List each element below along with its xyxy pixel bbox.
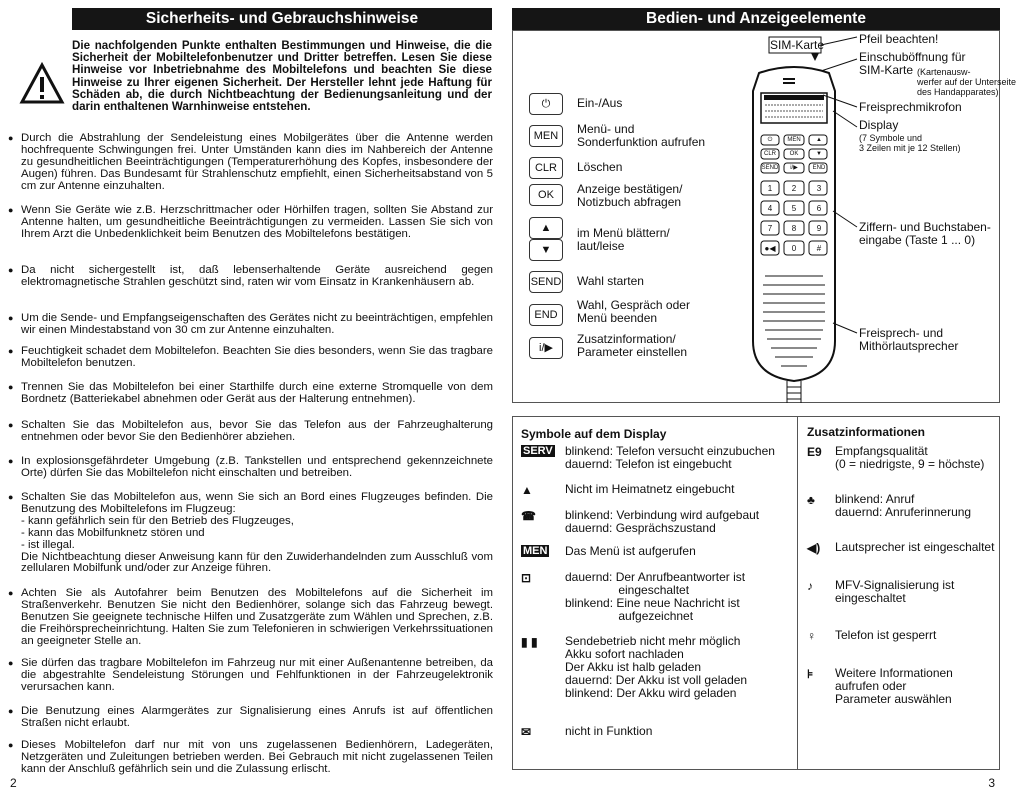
callout-sim-slot-note: (Kartenausw- werfer auf der Unterseite des Handapparates) <box>917 67 1016 97</box>
bullet-item: ● Schalten Sie das Mobiltelefon aus, wenn Sie sich an Bord eines Flugzeuges befinden. Die Benutzung des Mobiltelefons im Flugzeug: - kann gefährlich sein für den Betrieb des Flugzeuges, - kann das Mobilfunknetz stören und - ist illegal. Die Nichtbeachtung dieser Anweisung kann für den Zuwiderhandelnden zum Ausschluß vom zellularen Mobilfunk und/oder zur Anzeige führen. <box>8 492 493 575</box>
bullet-item: ● Durch die Abstrahlung der Sendeleistung eines Mobilgerätes über die Antenne werden hochfrequente Schwingungen frei. Unter Umständen kann dies im Nahbereich der Antenne zu gesundheitlichen Beeinträchtigungen (Temperaturerhöhung des Kopfes, insbesondere der Augen) führen. Das Bundesamt für Strahlenschutz empfiehlt, einen Sicherheitsabstand von 5 cm zur Antenne einzuhalten. <box>8 133 493 193</box>
extra-1-icon: ♣ <box>807 493 815 507</box>
phone-digit-key: 1 <box>767 184 773 193</box>
key-8-icon: i/▶ <box>529 337 563 359</box>
right-page <box>510 0 1016 798</box>
warning-icon <box>20 62 64 106</box>
phone-fn-key: ▼ <box>816 151 822 157</box>
symbol-0-icon: SERV <box>523 445 553 457</box>
symbols-panel <box>512 416 1000 770</box>
symbols-title: Symbole auf dem Display <box>521 427 667 441</box>
phone-fn-key: END <box>812 165 826 171</box>
symbol-description: nicht in Funktion <box>565 724 653 738</box>
key-6-icon: SEND <box>529 271 563 293</box>
key-3-icon: OK <box>529 184 563 206</box>
extra-description: MFV-Signalisierung ist eingeschaltet <box>835 578 955 605</box>
sim-card-label: SIM-Karte <box>770 38 825 52</box>
phone-digit-key: # <box>816 244 822 253</box>
phone-fn-key: ▲ <box>816 137 822 143</box>
key-description: im Menü blättern/ laut/leise <box>577 226 670 253</box>
callout-arrow: Pfeil beachten! <box>859 32 939 46</box>
key-description: Menü- und Sonderfunktion aufrufen <box>577 122 706 149</box>
key-4-icon: ▲ <box>529 217 563 239</box>
phone-digit-key: 5 <box>791 204 797 213</box>
extra-0-icon: E9 <box>807 445 822 459</box>
bullet-item: ● Die Benutzung eines Alarmgerätes zur Signalisierung eines Anrufs ist auf öffentlichen Straßen nicht erlaubt. <box>8 706 493 730</box>
phone-digit-key: 3 <box>816 184 822 193</box>
extra-description: Empfangsqualität (0 = niedrigste, 9 = höchste) <box>835 444 985 471</box>
extra-5-icon: ⊧ <box>807 667 814 681</box>
bullet-item: ● Achten Sie als Autofahrer beim Benutzen des Mobiltelefons auf die Sicherheit im Straßenverkehr. Benutzen Sie nicht den Bedienhörer, solange sich das Fahrzeug bewegt. Benutzen Sie geeignete technische Hilfen und Zusatzgeräte zum Wählen und Sprechen, z.B. die Freihörsprecheinrichtung. Halten Sie zum Telefonieren in schwierigen Verkehrssituationen an geeigneter Stelle an. <box>8 588 493 648</box>
phone-fn-key: i/▶ <box>790 165 798 171</box>
key-description: Wahl starten <box>577 274 644 288</box>
bullet-item: ● Da nicht sichergestellt ist, daß lebenserhaltende Geräte ausreichend gegen elektromagnetische Strahlen geschützt sind, raten wir vom Einsatz in Krankenhäusern ab. <box>8 265 493 289</box>
extra-2-icon: ◀) <box>807 541 821 555</box>
phone-fn-key: CLR <box>763 151 776 157</box>
bullet-item: ● Um die Sende- und Empfangseigenschaften des Gerätes nicht zu beeinträchtigen, empfehlen wir einen Mindestabstand von 30 cm zur Antenne einzuhalten. <box>8 313 493 337</box>
extra-title: Zusatzinformationen <box>807 425 926 439</box>
intro-text: Die nachfolgenden Punkte enthalten Bestimmungen und Hinweise, die die Sicherheit der Mobiltelefonbenutzer und Dritter betreffen. Lesen Sie diese Hinweise vor Inbetriebnahme des Mobiltelefons und beachten Sie diese Hinweise zu Ihrer eigenen Sicherheit. Der Hersteller lehnt jede Haftung für Schäden ab, die durch Nichtbeachtung der Bedienungsanleitung und der darin enthaltenen Warnhinweise entstehen. <box>72 39 492 114</box>
phone-digit-key: 0 <box>791 244 797 253</box>
phone-fn-key: SEND <box>761 165 779 171</box>
phone-digit-key: 8 <box>791 224 797 233</box>
phone-fn-key: OK <box>789 151 799 157</box>
key-2-icon: CLR <box>529 157 563 179</box>
callout-speaker: Freisprech- und Mithörlautsprecher <box>859 326 959 353</box>
extra-description: Telefon ist gesperrt <box>835 628 937 642</box>
symbol-description: blinkend: Telefon versucht einzubuchen dauernd: Telefon ist eingebucht <box>565 444 775 471</box>
left-page <box>0 0 500 798</box>
symbol-1-icon: ▲ <box>521 483 533 497</box>
phone-digit-key: 4 <box>767 204 773 213</box>
key-description: Anzeige bestätigen/ Notizbuch abfragen <box>577 182 683 209</box>
phone-digit-key: 2 <box>791 184 797 193</box>
extra-description: Weitere Informationen aufrufen oder Parameter auswählen <box>835 666 953 706</box>
callout-sim-slot: Einschuböffnung für SIM-Karte <box>859 50 966 77</box>
key-description: Ein-/Aus <box>577 96 623 110</box>
page-number-right: 3 <box>988 776 995 790</box>
key-1-icon: MEN <box>529 125 563 147</box>
bullet-item: ● Sie dürfen das tragbare Mobiltelefon im Fahrzeug nur mit einer Außenantenne betreiben, da die abgestrahlte Sendeleistung Störungen und Fehlfunktionen in der Fahrzeugelektronik verursachen kann. <box>8 658 493 694</box>
symbol-description: Nicht im Heimatnetz eingebucht <box>565 482 735 496</box>
bullet-item: ● Trennen Sie das Mobiltelefon bei einer Starthilfe durch eine externe Stromquelle von dem Bordnetz (Batteriekabel abnehmen oder Gerät aus der Halterung entnehmen). <box>8 382 493 406</box>
phone-digit-key: ●◀ <box>764 244 776 253</box>
callout-mic: Freisprechmikrofon <box>859 100 962 114</box>
callout-display: Display <box>859 118 899 132</box>
callout-digits: Ziffern- und Buchstaben- eingabe (Taste 1 ... 0) <box>859 220 991 247</box>
controls-panel <box>512 30 1016 403</box>
extra-4-icon: ♀ <box>807 629 816 643</box>
key-description: Zusatzinformation/ Parameter einstellen <box>577 332 688 359</box>
key-0-icon: ⏻ <box>529 93 563 115</box>
callout-display-note: (7 Symbole und 3 Zeilen mit je 12 Stellen) <box>859 133 961 153</box>
symbol-description: dauernd: Der Anrufbeantworter ist eingeschaltet blinkend: Eine neue Nachricht ist aufgezeichnet <box>565 570 746 623</box>
symbol-5-icon: ▮ ▮ <box>521 635 538 649</box>
symbol-3-icon: MEN <box>523 545 548 557</box>
symbol-4-icon: ⊡ <box>521 571 532 585</box>
symbol-description: blinkend: Verbindung wird aufgebaut dauernd: Gesprächszustand <box>565 508 760 535</box>
extra-description: Lautsprecher ist eingeschaltet <box>835 540 995 554</box>
page-number-left: 2 <box>10 776 17 790</box>
extra-description: blinkend: Anruf dauernd: Anruferinnerung <box>835 492 972 519</box>
bullet-item: ● Wenn Sie Geräte wie z.B. Herzschrittmacher oder Hörhilfen tragen, sollten Sie Abstand zur Antenne halten, um gesundheitliche Beeinträchtigungen zu vermeiden. Lassen Sie sich von Ihrem Arzt die Unbedenklichkeit beim Benutzen des Mobiltelefons bestätigen. <box>8 205 493 241</box>
extra-3-icon: ♪ <box>807 579 813 593</box>
key-7-icon: END <box>529 304 563 326</box>
symbol-description: Sendebetrieb nicht mehr möglich Akku sofort nachladen Der Akku ist halb geladen dauernd: Der Akku ist voll geladen blinkend: Der Akku wird geladen <box>565 634 748 700</box>
phone-digit-key: 6 <box>816 204 822 213</box>
panel-divider <box>797 417 798 770</box>
phone-fn-key: ⏻ <box>767 137 773 143</box>
right-header: Bedien- und Anzeigeelemente <box>512 8 1000 30</box>
key-5-icon: ▼ <box>529 239 563 261</box>
symbol-description: Das Menü ist aufgerufen <box>565 544 696 558</box>
key-description: Löschen <box>577 160 623 174</box>
bullet-item: ● Schalten Sie das Mobiltelefon aus, bevor Sie das Telefon aus der Fahrzeughalterung entnehmen oder bevor Sie den Bedienhörer abziehen. <box>8 420 493 444</box>
phone-digit-key: 9 <box>816 224 822 233</box>
symbol-2-icon: ☎ <box>521 509 536 523</box>
bullet-item: ● In explosionsgefährdeter Umgebung (z.B. Tankstellen und entsprechend gekennzeichnete Orte) dürfen Sie das Mobiltelefon nicht einschalten und betreiben. <box>8 456 493 480</box>
key-description: Wahl, Gespräch oder Menü beenden <box>577 298 690 325</box>
phone-digit-key: 7 <box>767 224 773 233</box>
symbol-6-icon: ✉ <box>521 725 532 739</box>
bullet-item: ● Feuchtigkeit schadet dem Mobiltelefon. Beachten Sie dies besonders, wenn Sie das tragbare Mobiltelefon benutzen. <box>8 346 493 370</box>
bullet-item: ● Dieses Mobiltelefon darf nur mit von uns zugelassenen Bedienhörern, Ladegeräten, Netzgeräten und Zuleitungen betrieben werden. Bei Gebrauch mit nicht zugelassenen Teilen kann der Anschluß gefährlich sein und die Zulassung erlischt. <box>8 740 493 776</box>
left-header: Sicherheits- und Gebrauchshinweise <box>72 8 492 30</box>
phone-fn-key: MEN <box>787 137 801 143</box>
